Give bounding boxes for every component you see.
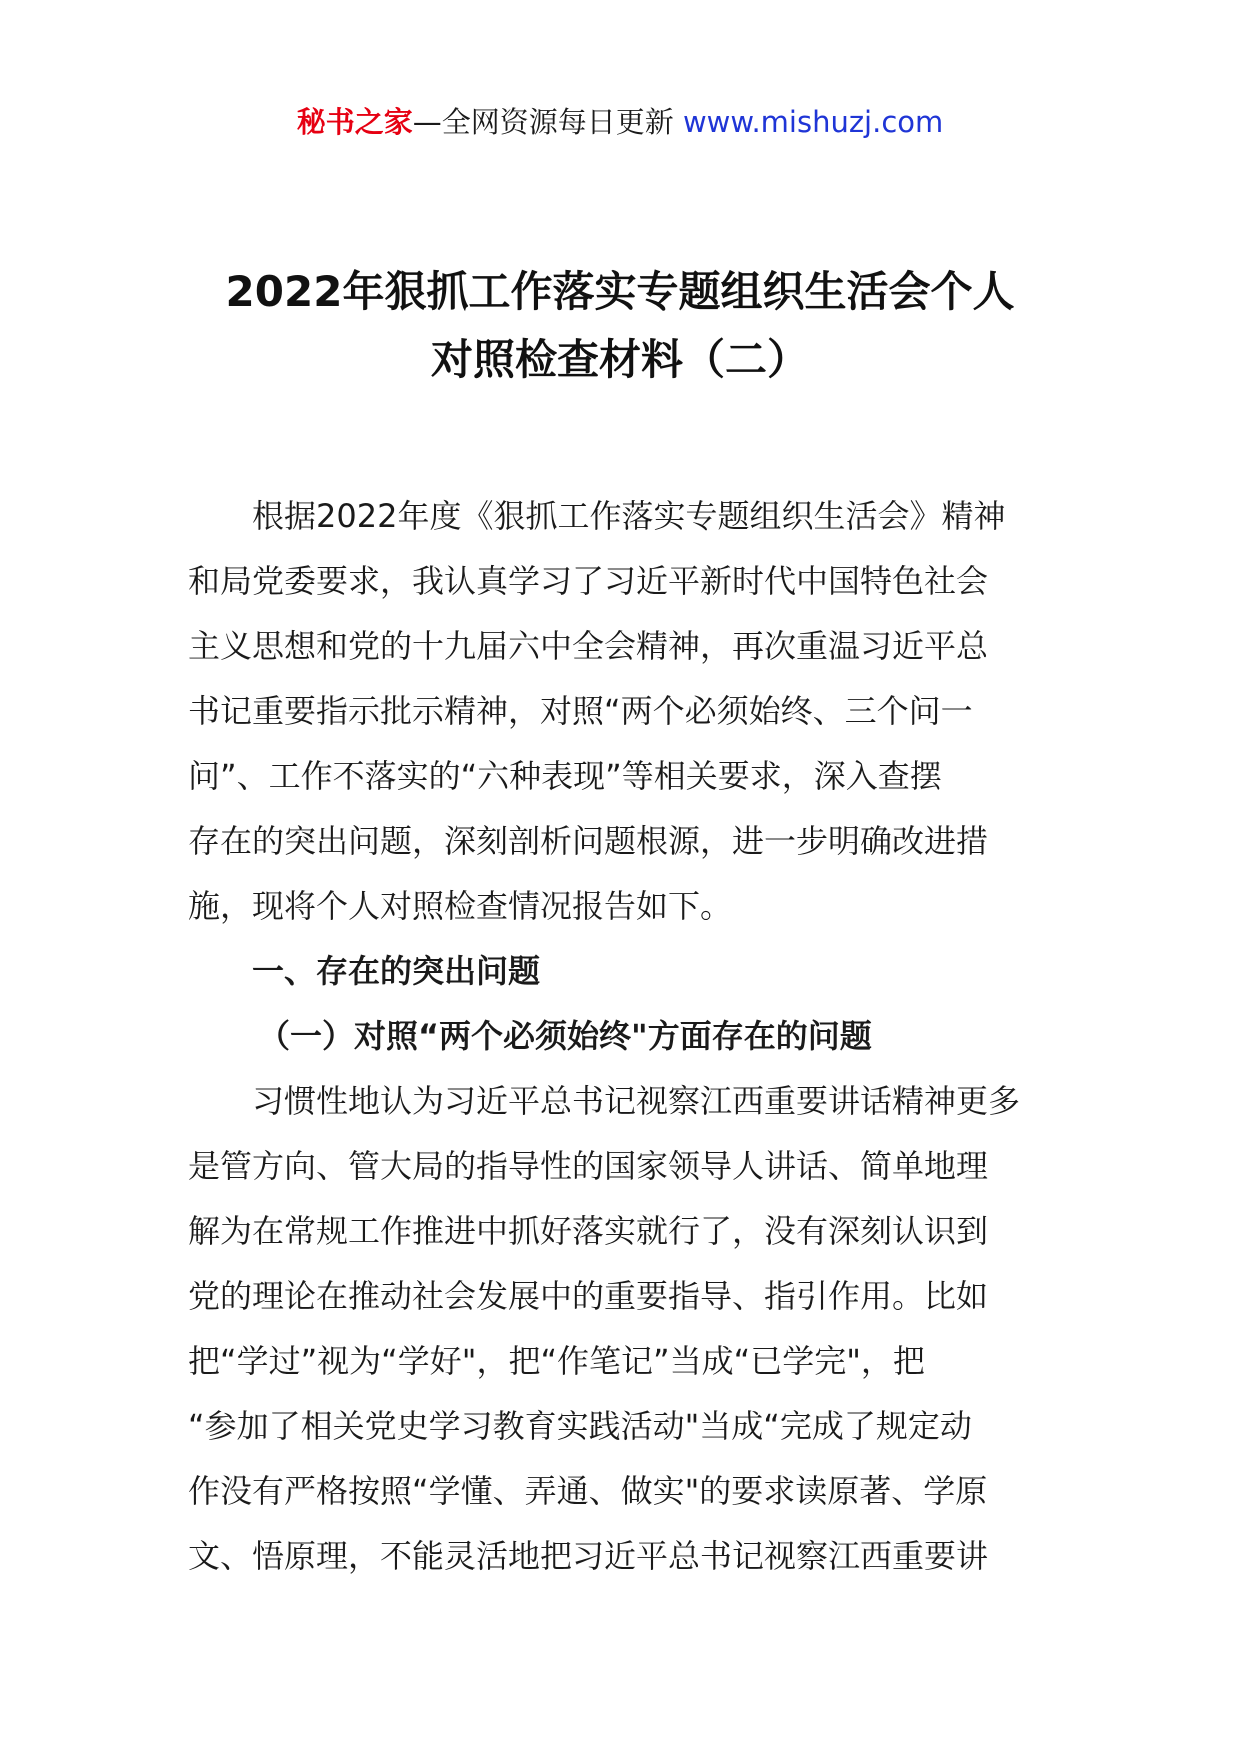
paragraph-line: 根据2022年度《狠抓工作落实专题组织生活会》精神 bbox=[252, 497, 1006, 535]
site-header bbox=[0, 100, 1240, 144]
document-body bbox=[188, 484, 1058, 1589]
paragraph-line: 书记重要指示批示精神，对照“两个必须始终、三个问一 bbox=[188, 692, 973, 730]
paragraph-line: 习惯性地认为习近平总书记视察江西重要讲话精神更多 bbox=[252, 1082, 1021, 1120]
paragraph-line: 是管方向、管大局的指导性的国家领导人讲话、简单地理 bbox=[188, 1147, 989, 1185]
paragraph-line: 作没有严格按照“学懂、弄通、做实"的要求读原著、学原 bbox=[188, 1472, 988, 1510]
paragraph-line: 问”、工作不落实的“六种表现”等相关要求，深入查摆 bbox=[188, 757, 942, 795]
paragraph-line: 文、悟原理，不能灵活地把习近平总书记视察江西重要讲 bbox=[188, 1537, 989, 1575]
paragraph-line: 把“学过”视为“学好"，把“作笔记”当成“已学完"，把 bbox=[188, 1342, 925, 1380]
title-line-2: 对照检查材料（二） bbox=[430, 335, 809, 384]
title-line-1: 2022年狠抓工作落实专题组织生活会个人 bbox=[225, 267, 1015, 316]
subsection-heading: （一）对照“两个必须始终"方面存在的问题 bbox=[258, 1017, 872, 1055]
paragraph-line: 党的理论在推动社会发展中的重要指导、指引作用。比如 bbox=[188, 1277, 989, 1315]
paragraph-line: 和局党委要求，我认真学习了习近平新时代中国特色社会 bbox=[188, 562, 989, 600]
paragraph-line: 存在的突出问题，深刻剖析问题根源，进一步明确改进措 bbox=[188, 822, 989, 860]
site-slogan: —全网资源每日更新 bbox=[412, 105, 674, 139]
section-heading: 一、存在的突出问题 bbox=[252, 952, 541, 990]
brand-name: 秘书之家 bbox=[296, 105, 413, 139]
site-url-link[interactable]: www.mishuzj.com bbox=[682, 105, 944, 139]
paragraph-line: “参加了相关党史学习教育实践活动"当成“完成了规定动 bbox=[188, 1407, 972, 1445]
paragraph-line: 施，现将个人对照检查情况报告如下。 bbox=[188, 887, 733, 925]
paragraph-line: 主义思想和党的十九届六中全会精神，再次重温习近平总 bbox=[188, 627, 989, 665]
paragraph-line: 解为在常规工作推进中抓好落实就行了，没有深刻认识到 bbox=[188, 1212, 989, 1250]
document-title bbox=[150, 258, 1090, 394]
